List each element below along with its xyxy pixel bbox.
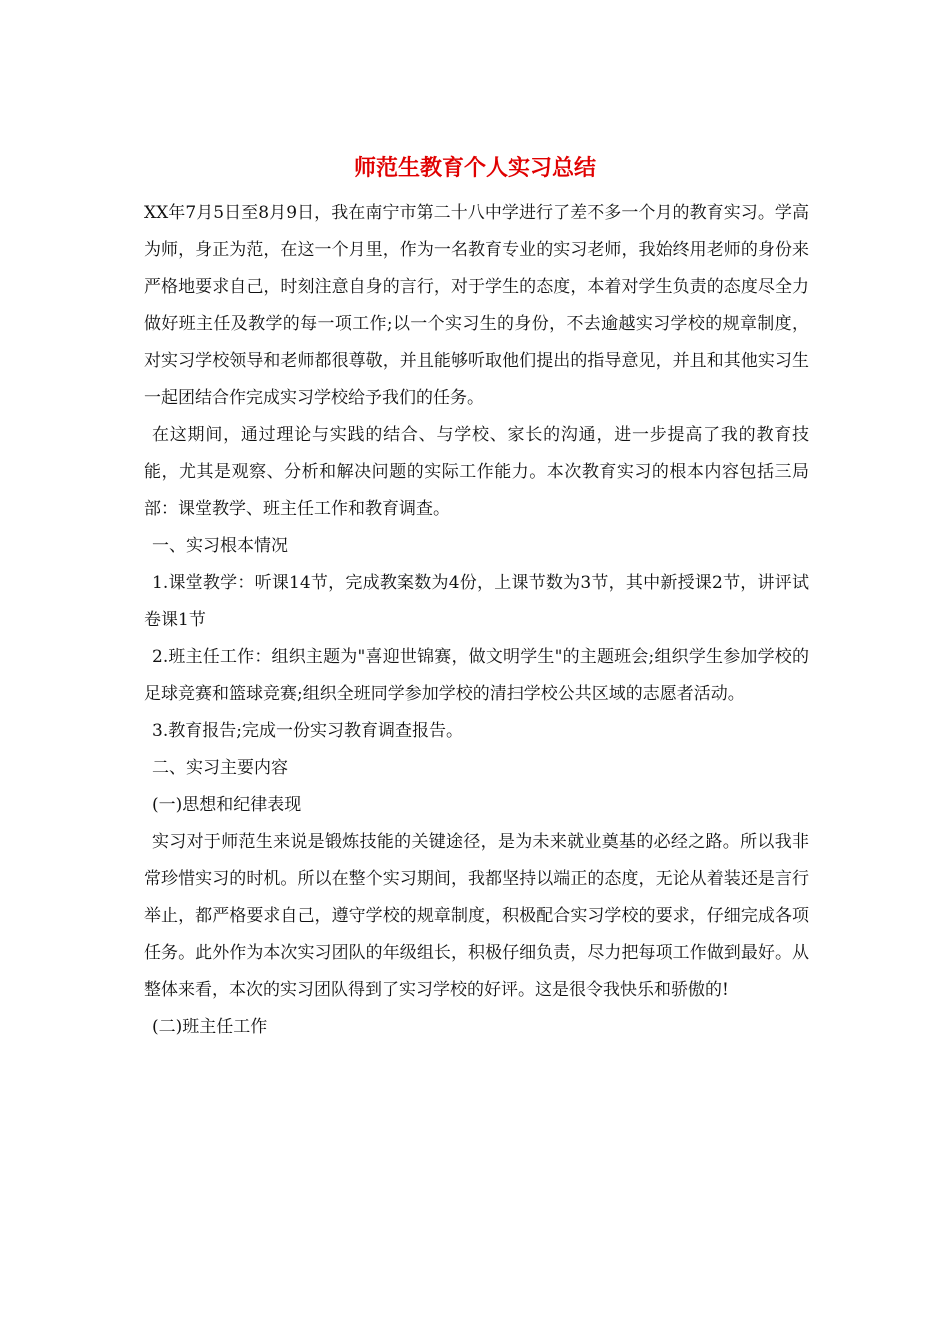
paragraph-overview: 在这期间，通过理论与实践的结合、与学校、家长的沟通，进一步提高了我的教育技能，尤其是观察、分析和解决问题的实际工作能力。本次教育实习的根本内容包括三局部：课堂教学、班主任工作和教育调查。: [144, 425, 809, 519]
document-title: 师范生教育个人实习总结: [353, 155, 596, 181]
section-heading-basic-situation: 一、实习根本情况: [152, 536, 288, 556]
paragraph-intro: XX年7月5日至8月9日，我在南宁市第二十八中学进行了差不多一个月的教育实习。学高为师，身正为范，在这一个月里，作为一名教育专业的实习老师，我始终用老师的身份来严格地要求自己，时刻注意自身的言行，对于学生的态度，本着对学生负责的态度尽全力做好班主任及教学的每一项工作;以一个实习生的身份，不去逾越实习学校的规章制度，对实习学校领导和老师都很尊敬，并且能够听取他们提出的指导意见，并且和其他实习生一起团结合作完成实习学校给予我们的任务。: [144, 203, 809, 408]
document-body: [144, 195, 809, 1046]
section-heading-main-content: 二、实习主要内容: [152, 758, 288, 778]
list-item-education-report: 3.教育报告;完成一份实习教育调查报告。: [152, 721, 463, 741]
subsection-heading-head-teacher: (二)班主任工作: [152, 1017, 268, 1037]
paragraph-thought-discipline: 实习对于师范生来说是锻炼技能的关键途径，是为未来就业奠基的必经之路。所以我非常珍惜实习的时机。所以在整个实习期间，我都坚持以端正的态度，无论从着装还是言行举止，都严格要求自己，遵守学校的规章制度，积极配合实习学校的要求，仔细完成各项任务。此外作为本次实习团队的年级组长，积极仔细负责，尽力把每项工作做到最好。从整体来看，本次的实习团队得到了实习学校的好评。这是很令我快乐和骄傲的!: [144, 832, 809, 1000]
list-item-classroom-teaching: 1.课堂教学：听课14节，完成教案数为4份，上课节数为3节，其中新授课2节，讲评试卷课1节: [144, 573, 809, 630]
list-item-head-teacher-work: 2.班主任工作：组织主题为"喜迎世锦赛，做文明学生"的主题班会;组织学生参加学校的足球竞赛和篮球竞赛;组织全班同学参加学校的清扫学校公共区域的志愿者活动。: [144, 647, 809, 704]
subsection-heading-thought-discipline: (一)思想和纪律表现: [152, 795, 302, 815]
